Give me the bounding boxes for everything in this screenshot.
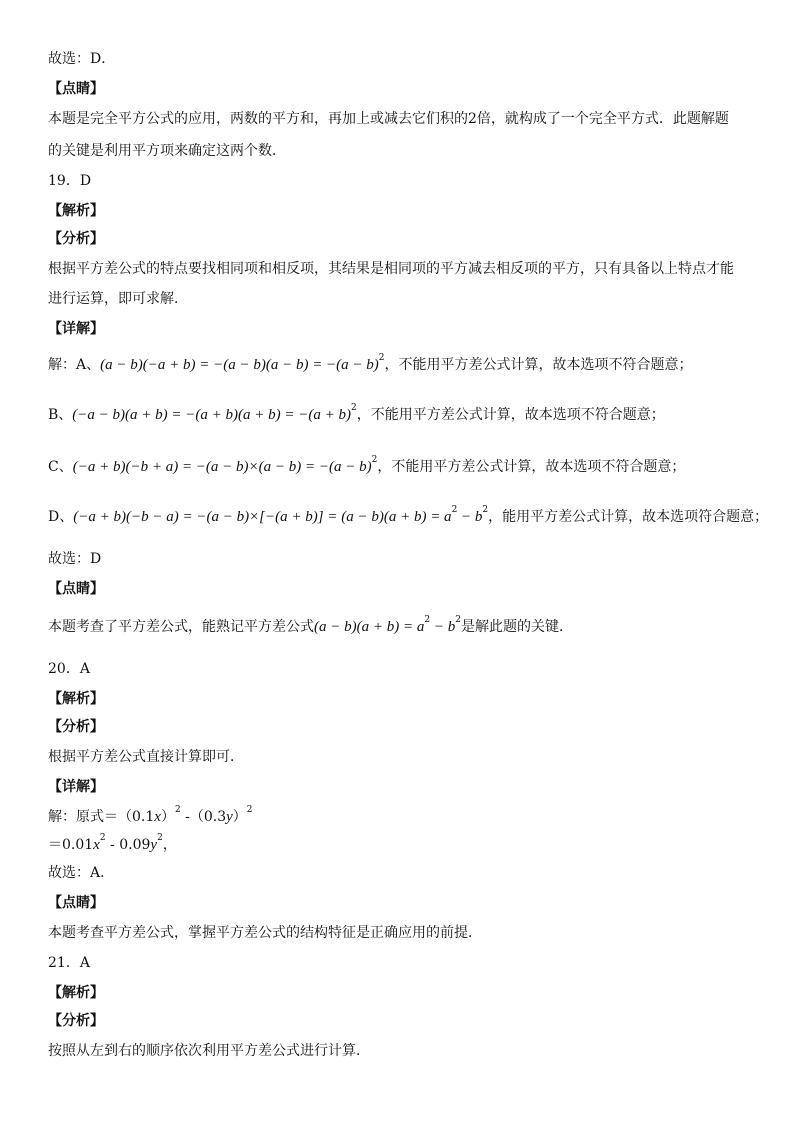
solution-text: 解：原式＝（0.1 — [48, 809, 155, 825]
math-expression: − b — [430, 619, 456, 635]
variable: x — [154, 809, 161, 825]
solution-text: ， — [162, 837, 177, 853]
answer-line: 故选：D． — [48, 51, 116, 67]
section-heading-fenxi: 【分析】 — [48, 231, 104, 247]
section-heading-comment: 【点睛】 — [48, 581, 104, 597]
exponent: 2 — [174, 805, 181, 815]
explanation-text: ，不能用平方差公式计算，故本选项不符合题意； — [356, 407, 665, 423]
exponent: 2 — [371, 455, 378, 465]
solution-line-a — [48, 355, 693, 377]
math-expression: (−a − b)(a + b) = −(a + b)(a + b) = −(a + b) — [72, 407, 351, 423]
exponent: 2 — [482, 505, 489, 515]
option-label: B、 — [48, 407, 73, 423]
math-expression: − b — [457, 509, 483, 525]
paragraph-line: 根据平方差公式的特点要找相同项和相反项，其结果是相同项的平方减去相反项的平方，只有具备以上特点才能 — [48, 261, 734, 277]
math-expression: (−a + b)(−b + a) = −(a − b)×(a − b) = −(a − b) — [72, 459, 372, 475]
section-heading-fenxi: 【分析】 — [48, 719, 104, 735]
solution-text: - 0.09 — [105, 837, 151, 853]
explanation-text: ，不能用平方差公式计算，故本选项不符合题意； — [384, 357, 693, 373]
exponent: 2 — [157, 833, 163, 843]
variable: y — [226, 809, 233, 825]
variable: y — [150, 837, 158, 853]
question-number: 20．A — [48, 661, 90, 677]
paragraph-line: 本题是完全平方公式的应用，两数的平方和，再加上或减去它们积的2倍，就构成了一个完全平方式．此题解题 — [48, 111, 729, 127]
exponent: 2 — [378, 353, 385, 363]
comment-line — [48, 617, 573, 639]
section-heading-detail: 【详解】 — [48, 779, 104, 795]
exponent: 2 — [451, 505, 458, 515]
math-expression: (a − b)(−a + b) = −(a − b)(a − b) = −(a − b) — [100, 357, 379, 373]
explanation-text: ，能用平方差公式计算，故本选项符合题意； — [488, 509, 769, 525]
option-label: D、 — [48, 509, 74, 525]
solution-line-d — [48, 507, 768, 529]
comment-text: 本题考查了平方差公式，能熟记平方差公式 — [48, 619, 314, 635]
solution-text: ） — [232, 809, 247, 825]
exponent: 2 — [455, 615, 461, 625]
section-heading-analysis: 【解析】 — [48, 985, 104, 1001]
solution-text: ＝0.01 — [48, 837, 94, 853]
comment-text: 是解此题的关键． — [460, 619, 573, 635]
option-label: 解：A、 — [48, 357, 101, 373]
math-expression: (a − b)(a + b) = a — [314, 619, 425, 635]
exponent: 2 — [350, 403, 357, 413]
variable: x — [93, 837, 100, 853]
solution-line-b — [48, 405, 665, 427]
section-heading-detail: 【详解】 — [48, 321, 104, 337]
question-number: 21．A — [48, 955, 90, 971]
exponent: 2 — [99, 833, 106, 843]
exponent: 2 — [424, 615, 431, 625]
option-label: C、 — [48, 459, 73, 475]
solution-text: ） — [160, 809, 175, 825]
math-expression: (−a + b)(−b − a) = −(a − b)×[−(a + b)] = (a − b)(a + b) = a — [73, 509, 452, 525]
paragraph-line: 按照从左到右的顺序依次利用平方差公式进行计算． — [48, 1043, 370, 1059]
section-heading-analysis: 【解析】 — [48, 203, 104, 219]
solution-line — [48, 835, 177, 857]
paragraph-line: 根据平方差公式直接计算即可． — [48, 749, 244, 765]
solution-line — [48, 807, 253, 829]
question-number: 19．D — [48, 173, 92, 189]
exponent: 2 — [246, 805, 253, 815]
section-heading-comment: 【点睛】 — [48, 81, 104, 97]
solution-text: -（0.3 — [180, 809, 227, 825]
section-heading-comment: 【点睛】 — [48, 895, 104, 911]
section-heading-fenxi: 【分析】 — [48, 1013, 104, 1029]
paragraph-line: 本题考查平方差公式，掌握平方差公式的结构特征是正确应用的前提． — [48, 925, 482, 941]
solution-line-c — [48, 457, 685, 479]
paragraph-line: 的关键是利用平方项来确定这两个数． — [48, 143, 286, 159]
paragraph-line: 进行运算，即可求解． — [48, 291, 188, 307]
explanation-text: ，不能用平方差公式计算，故本选项不符合题意； — [377, 459, 686, 475]
answer-line: 故选：D — [48, 551, 102, 567]
section-heading-analysis: 【解析】 — [48, 691, 104, 707]
answer-line: 故选：A． — [48, 865, 115, 881]
